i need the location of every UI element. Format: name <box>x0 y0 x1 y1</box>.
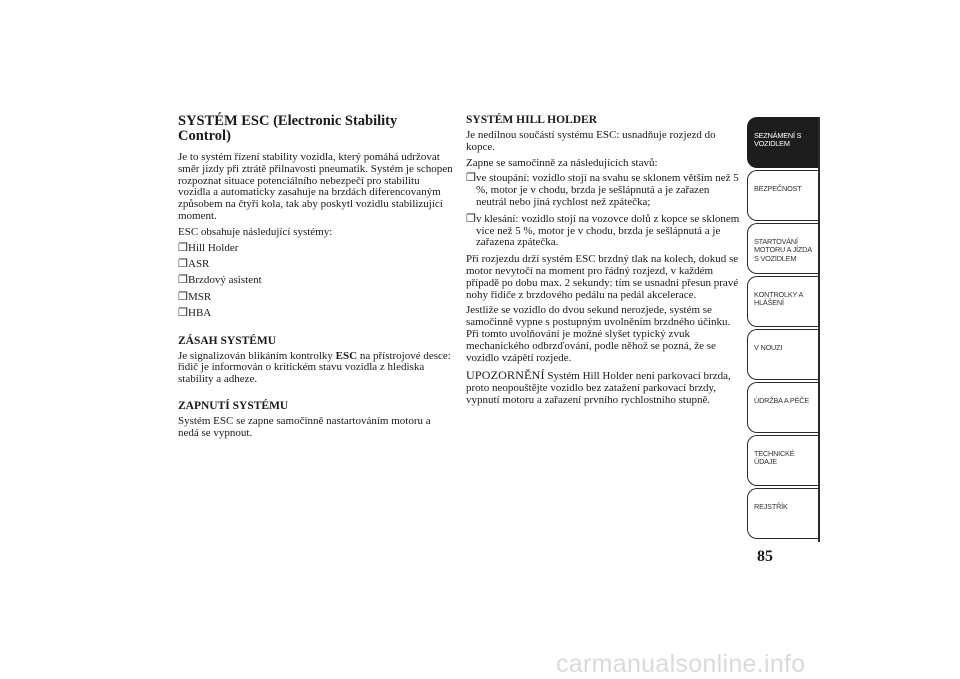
tab-label-line: BEZPEČNOST <box>754 184 802 193</box>
zasah-text-after: na přístrojové desce: řidič je informován o kritickém stavu vozidla z hlediska stability a adheze. <box>178 349 451 386</box>
list-item-text: Hill Holder <box>188 241 239 254</box>
list-item-text: ve stoupání: vozidlo stojí na svahu se sklonem větším než 5 %, motor je v chodu, brzda je sešlápnutá a je zařazen neutrál nebo jiná rychlost než zpátečka; <box>476 172 739 208</box>
tab-chapter-5[interactable] <box>747 329 818 380</box>
tab-chapter-3[interactable] <box>747 223 818 274</box>
hill-holder-para1: Při rozjezdu drží systém ESC brzdný tlak na kolech, dokud se motor nevytočí na moment pro řádný rozjezd, v každém případě po dobu max. 2 sekundy: tím se usnadní přesun pravé nohy řidiče z brzdového pedálu na pedál akcelerace. <box>466 253 739 301</box>
tab-label-line: ÚDAJE <box>754 457 777 467</box>
checkbox-bullet-icon: ❒ <box>178 290 188 303</box>
tab-chapter-2[interactable] <box>747 170 818 221</box>
warning-label: UPOZORNĚNÍ <box>466 368 545 383</box>
zapnuti-heading: ZAPNUTÍ SYSTÉMU <box>178 399 289 412</box>
list-item-text: MSR <box>188 290 212 303</box>
condition-list-item <box>466 173 742 208</box>
right-column <box>466 114 742 411</box>
left-column <box>178 114 453 444</box>
checkbox-bullet-icon: ❒ <box>178 241 188 254</box>
checkbox-bullet-icon: ❒ <box>178 307 188 320</box>
tab-divider-line <box>818 117 820 542</box>
tab-label-line: REJSTŘÍK <box>754 502 788 511</box>
tab-label-line: TECHNICKÉ <box>754 449 795 458</box>
watermark: carmanualsonline.info <box>556 650 806 678</box>
system-list-item <box>178 308 453 320</box>
zasah-text <box>178 351 453 386</box>
chapter-tabs <box>747 117 818 541</box>
checkbox-bullet-icon: ❒ <box>466 172 476 185</box>
esc-systems-list <box>178 243 453 320</box>
hill-holder-intro: Je nedílnou součástí systému ESC: usnadňuje rozjezd do kopce. <box>466 129 716 153</box>
condition-list-item <box>466 214 742 249</box>
tab-label-line: MOTORU A JÍZDA <box>754 245 812 255</box>
esc-indicator-label: ESC <box>335 349 358 362</box>
esc-intro: Je to systém řízení stability vozidla, který pomáhá udržovat směr jízdy při ztrátě přilnavosti pneumatik. Systém je schopen rozpoznat situace potenciálního nebezpečí pro stabilitu vozidla a automaticky zasahuje na brzdách diferencovaným způsobem na čtyři kola, tak aby poskytl vozidlu stabilizující moment. <box>178 151 453 222</box>
checkbox-bullet-icon: ❒ <box>178 257 188 270</box>
system-list-item <box>178 292 453 304</box>
tab-label-line: SEZNÁMENÍ S <box>754 131 802 140</box>
zapnuti-text: Systém ESC se zapne samočinně nastartováním motoru a nedá se vypnout. <box>178 414 431 439</box>
esc-systems-intro: ESC obsahuje následující systémy: <box>178 225 333 238</box>
tab-chapter-8[interactable] <box>747 488 818 539</box>
checkbox-bullet-icon: ❒ <box>178 274 188 287</box>
system-list-item <box>178 243 453 255</box>
conditions-list <box>466 173 742 249</box>
tab-label-line: S VOZIDLEM <box>754 253 797 263</box>
checkbox-bullet-icon: ❒ <box>466 212 476 225</box>
hill-holder-title: SYSTÉM HILL HOLDER <box>466 114 598 126</box>
system-list-item <box>178 275 453 287</box>
tab-chapter-1[interactable] <box>747 117 818 168</box>
list-item-text: Brzdový asistent <box>188 274 262 287</box>
tab-label-line: STARTOVÁNÍ <box>754 237 798 246</box>
zasah-heading: ZÁSAH SYSTÉMU <box>178 334 277 347</box>
page-number: 85 <box>757 548 773 565</box>
warning-note <box>466 370 742 406</box>
tab-label-line: ÚDRŽBA A PÉČE <box>754 396 809 405</box>
activation-intro: Zapne se samočinně za následujících stavů: <box>466 156 658 169</box>
system-list-item <box>178 259 453 271</box>
tab-label-line: V NOUZI <box>754 343 783 352</box>
list-item-text: HBA <box>188 307 212 320</box>
tab-chapter-6[interactable] <box>747 382 818 433</box>
esc-title: SYSTÉM ESC (Electronic Stability Control) <box>178 113 398 144</box>
hill-holder-para2: Jestliže se vozidlo do dvou sekund nerozjede, systém se samočinně vypne s postupným uvolněním brzdného účinku. Při tomto uvolňování je možné slyšet typický zvuk mechanického odbrzďování, podle něhož se pozná, že se vozidlo vzápětí rozjede. <box>466 304 731 364</box>
zasah-text-before: Je signalizován blikáním kontrolky <box>178 349 336 362</box>
tab-label-line: VOZIDLEM <box>754 139 790 149</box>
warning-text: Systém Hill Holder není parkovací brzda, proto neopouštějte vozidlo bez zatažení parkovací brzdy, vypnutí motoru a zařazení prvního rychlostního stupně. <box>466 370 731 406</box>
tab-label-line: KONTROLKY A <box>754 290 804 299</box>
list-item-text: v klesání: vozidlo stojí na vozovce dolů z kopce se sklonem více než 5 %, motor je v chodu, brzda je sešlápnutá a je zařazena zpátečka. <box>476 212 740 249</box>
tab-chapter-7[interactable] <box>747 435 818 486</box>
tab-chapter-4[interactable] <box>747 276 818 327</box>
tab-label-line: HLÁŠENÍ <box>754 298 784 308</box>
list-item-text: ASR <box>188 257 210 270</box>
